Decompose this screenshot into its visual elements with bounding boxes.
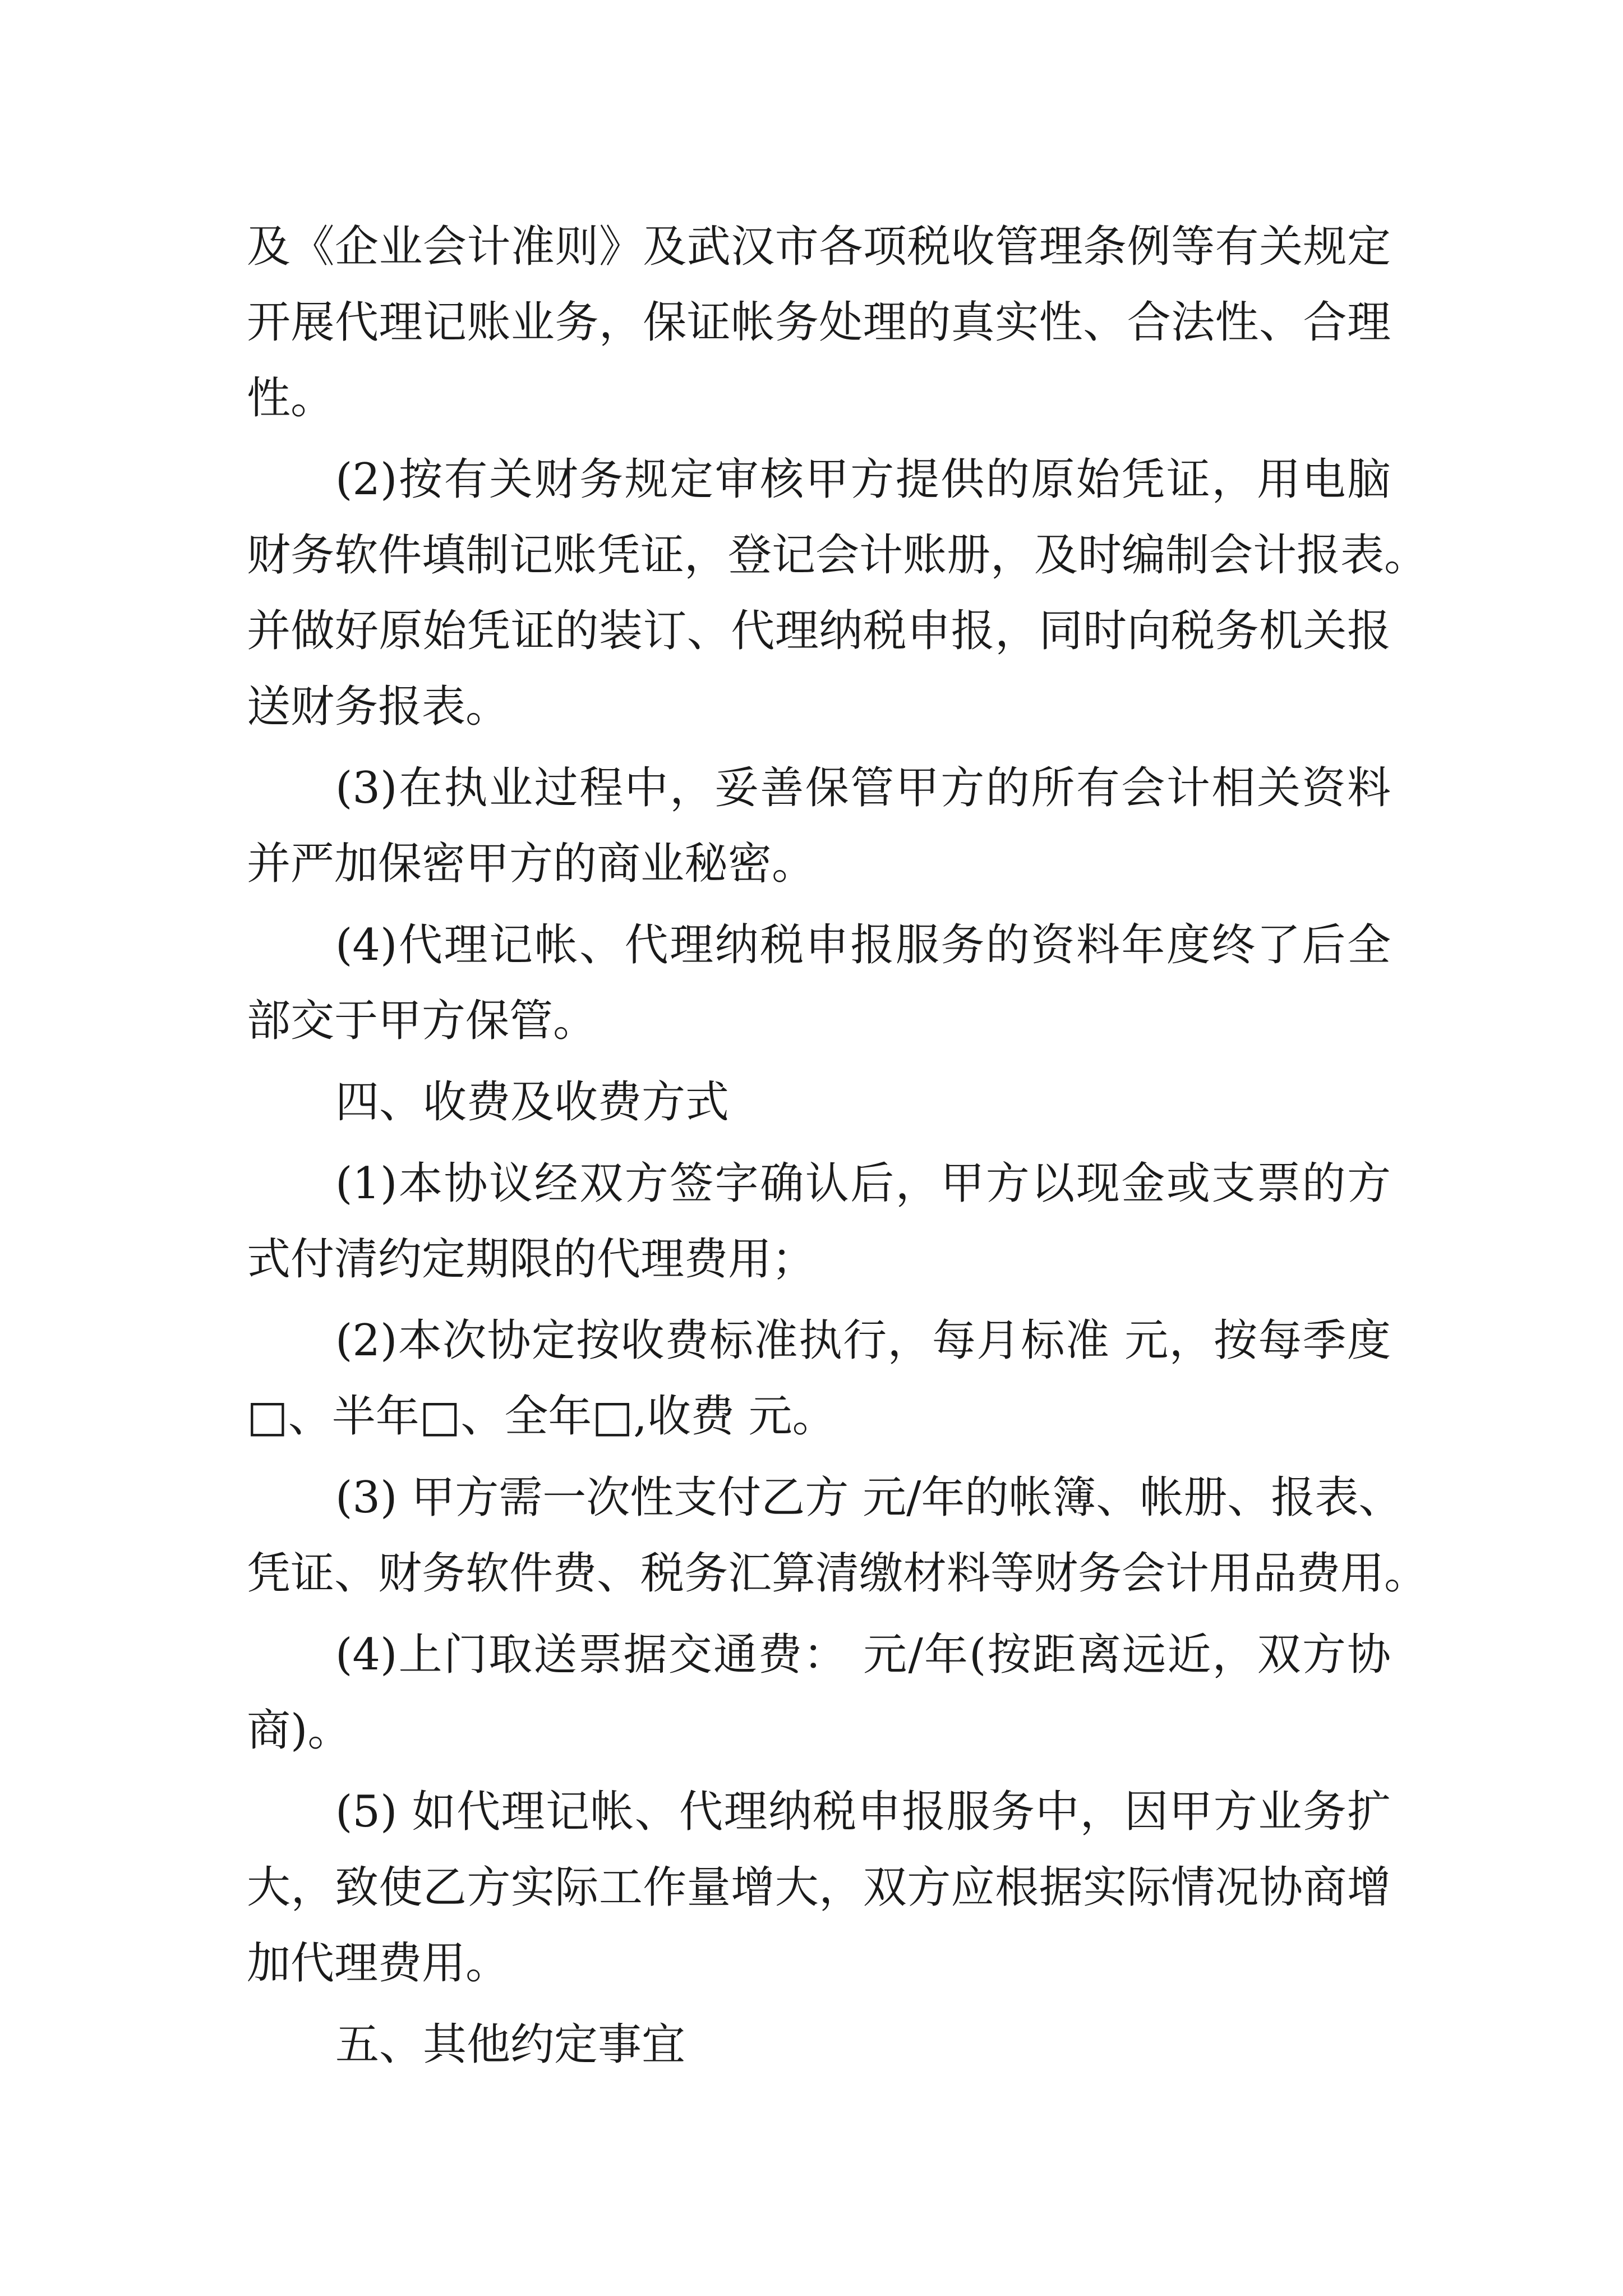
text-line: (2)按有关财务规定审核甲方提供的原始凭证，用电脑 xyxy=(335,454,1391,505)
text-line: 式付清约定期限的代理费用； xyxy=(247,1234,816,1285)
text-line: (4)上门取送票据交通费： 元/年(按距离远近，双方协 xyxy=(335,1630,1391,1680)
text-line: (2)本次协定按收费标准执行，每月标准 元，按每季度 xyxy=(335,1315,1391,1366)
text-line: 财务软件填制记账凭证，登记会计账册，及时编制会计报表。 xyxy=(247,530,1428,581)
text-line: 开展代理记账业务，保证帐务处理的真实性、合法性、合理 xyxy=(247,297,1391,348)
text-line: 凭证、财务软件费、税务汇算清缴材料等财务会计用品费用。 xyxy=(247,1548,1428,1599)
text-line: 性。 xyxy=(247,373,335,424)
text-line: 送财务报表。 xyxy=(247,682,510,732)
text-line: □、半年□、全年□,收费 元。 xyxy=(247,1391,836,1442)
text-line: (5) 如代理记帐、代理纳税申报服务中，因甲方业务扩 xyxy=(335,1787,1391,1837)
text-line: 加代理费用。 xyxy=(247,1938,510,1989)
text-line: 并做好原始凭证的装订、代理纳税申报，同时向税务机关报 xyxy=(247,606,1391,656)
text-line: (1)本协议经双方签字确认后，甲方以现金或支票的方 xyxy=(335,1158,1391,1209)
text-line: 并严加保密甲方的商业秘密。 xyxy=(247,839,816,889)
text-line: (4)代理记帐、代理纳税申报服务的资料年度终了后全 xyxy=(335,920,1391,970)
text-line: 部交于甲方保管。 xyxy=(247,996,597,1046)
section-heading: 四、收费及收费方式 xyxy=(335,1077,730,1128)
text-line: (3)在执业过程中，妥善保管甲方的所有会计相关资料 xyxy=(335,763,1391,813)
section-heading: 五、其他约定事宜 xyxy=(335,2019,686,2070)
text-line: 及《企业会计准则》及武汉市各项税收管理条例等有关规定 xyxy=(247,222,1391,272)
text-line: 商)。 xyxy=(247,1705,352,1756)
text-line: (3) 甲方需一次性支付乙方 元/年的帐簿、帐册、报表、 xyxy=(335,1473,1403,1523)
text-line: 大，致使乙方实际工作量增大，双方应根据实际情况协商增 xyxy=(247,1862,1391,1913)
